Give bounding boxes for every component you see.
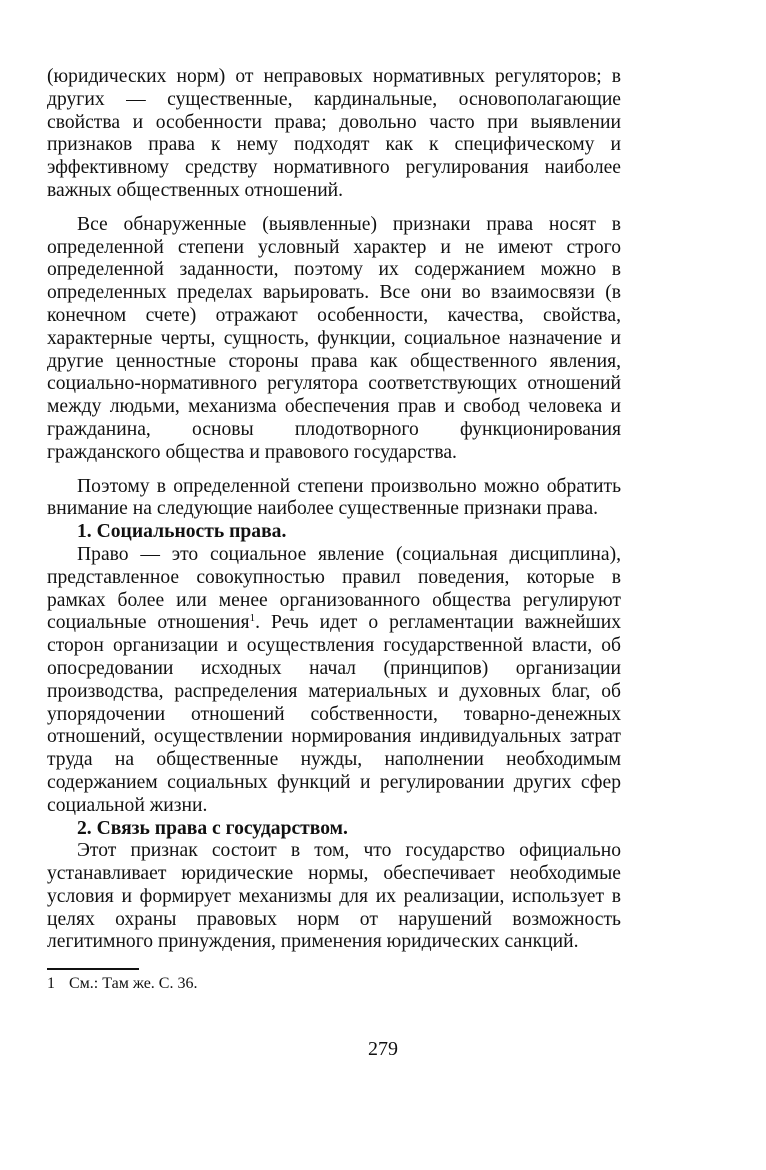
page-body [47, 66, 621, 994]
paragraph-social-nature-start: Право — это социальное явление (социальная дисциплина), представленное совокупностью правил поведения, которые в рамках более или менее организованного общества регулируют социальные отношения [47, 543, 621, 634]
paragraph-intro-list: Поэтому в определенной степени произвольно можно обратить внимание на следующие наиболее существенные признаки права. [47, 475, 621, 520]
footnote [47, 974, 621, 994]
footnote-reference: 1 [249, 612, 256, 625]
paragraph-social-nature [47, 544, 621, 818]
page-number: 279 [368, 1038, 398, 1060]
paragraph-social-nature-rest: . Речь идет о регламентации важнейших сторон организации и осуществления государственной власти, об опосредовании исходных начал (принципов) организации производства, распределения материальных и духовных благ, об упорядочении отношений собственности, товарно-денежных отношений, осуществлении нормирования индивидуальных затрат труда на общественные нужды, наполнении необходимым содержанием социальных функций и регулировании других сфер социальной жизни. [47, 612, 621, 816]
footnote-text: См.: Там же. С. 36. [69, 975, 198, 993]
paragraph-continued: (юридических норм) от неправовых нормативных регуляторов; в других — существенные, кардинальные, основополагающие свойства и особенности права; довольно часто при выявлении признаков права к нему подходят как к специфическому и эффективному средству нормативного регулирования наиболее важных общественных отношений. [47, 66, 621, 201]
heading-social-nature: 1. Социальность права. [77, 521, 287, 543]
heading-state-link: 2. Связь права с государством. [77, 817, 348, 839]
paragraph-features: Все обнаруженные (выявленные) признаки права носят в определенной степени условный характер и не имеют строго определенной заданности, поэтому их содержанием можно в определенных пределах варьировать. Все они во взаимосвязи (в конечном счете) отражают особенности, качества, свойства, характерные черты, сущность, функции, социальное назначение и другие ценностные стороны права как общественного явления, социально-нормативного регулятора соответствующих отношений между людьми, механизма обеспечения прав и свобод человека и гражданина, основы плодотворного функционирования гражданского общества и правового государства. [47, 213, 621, 463]
footnote-mark: 1 [47, 975, 55, 993]
footnote-divider [47, 968, 139, 970]
paragraph-state-link: Этот признак состоит в том, что государство официально устанавливает юридические нормы, обеспечивает необходимые условия и формирует механизмы для их реализации, использует в целях охраны правовых норм от нарушений возможность легитимного принуждения, применения юридических санкций. [47, 840, 621, 953]
